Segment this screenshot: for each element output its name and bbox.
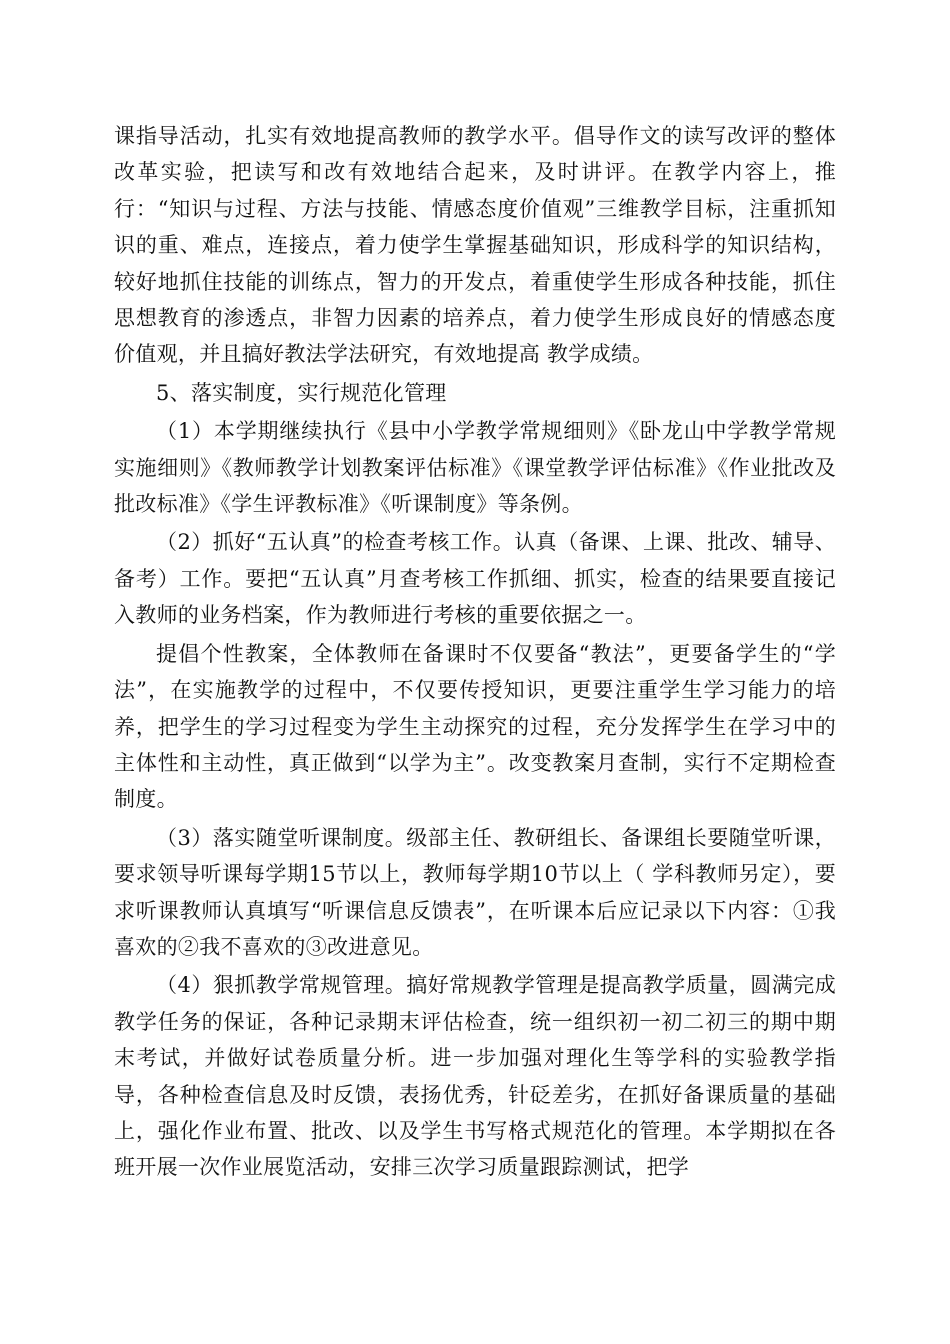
paragraph-item-1: （1）本学期继续执行《县中小学教学常规细则》《卧龙山中学教学常规实施细则》《教师教学计划教案评估标准》《课堂教学评估标准》《作业批改及批改标准》《学生评教标准》《听课制度》等条例。	[114, 419, 836, 517]
paragraph-item-4: （4）狠抓教学常规管理。搞好常规教学管理是提高教学质量，圆满完成教学任务的保证，各种记录期末评估检查，统一组织初一初二初三的期中期末考试，并做好试卷质量分析。进一步加强对理化生等学科的实验教学指导，各种检查信息及时反馈，表扬优秀，针砭差劣，在抓好备课质量的基础上，强化作业布置、批改、以及学生书写格式规范化的管理。本学期拟在各班开展一次作业展览活动，安排三次学习质量跟踪测试，把学	[114, 973, 836, 1180]
section-heading-5: 5、落实制度，实行规范化管理	[156, 380, 447, 405]
paragraph-item-3: （3）落实随堂听课制度。级部主任、教研组长、备课组长要随堂听课，要求领导听课每学期15节以上，教师每学期10节以上（ 学科教师另定），要求听课教师认真填写“听课信息反馈表”，在听课本后应记录以下内容：①我喜欢的②我不喜欢的③改进意见。	[114, 825, 836, 959]
paragraph-individual-lesson-plans: 提倡个性教案，全体教师在备课时不仅要备“教法”，更要备学生的“学法”，在实施教学的过程中，不仅要传授知识，更要注重学生学习能力的培养，把学生的学习过程变为学生主动探究的过程，充分发挥学生在学习中的主体性和主动性，真正做到“以学为主”。改变教案月查制，实行不定期检查制度。	[114, 641, 836, 812]
paragraph-teaching-content: 课指导活动，扎实有效地提高教师的教学水平。倡导作文的读写改评的整体改革实验，把读写和改有效地结合起来，及时讲评。在教学内容上，推行：“知识与过程、方法与技能、情感态度价值观”三维教学目标，注重抓知识的重、难点，连接点，着力使学生掌握基础知识，形成科学的知识结构，较好地抓住技能的训练点，智力的开发点，着重使学生形成各种技能，抓住思想教育的渗透点，非智力因素的培养点，着力使学生形成良好的情感态度价值观，并且搞好教法学法研究，有效地提高 教学成绩。	[114, 124, 836, 367]
document-body	[114, 118, 836, 1186]
paragraph-item-2: （2）抓好“五认真”的检查考核工作。认真（备课、上课、批改、辅导、备考）工作。要把“五认真”月查考核工作抓细、抓实，检查的结果要直接记入教师的业务档案，作为教师进行考核的重要依据之一。	[114, 530, 836, 628]
